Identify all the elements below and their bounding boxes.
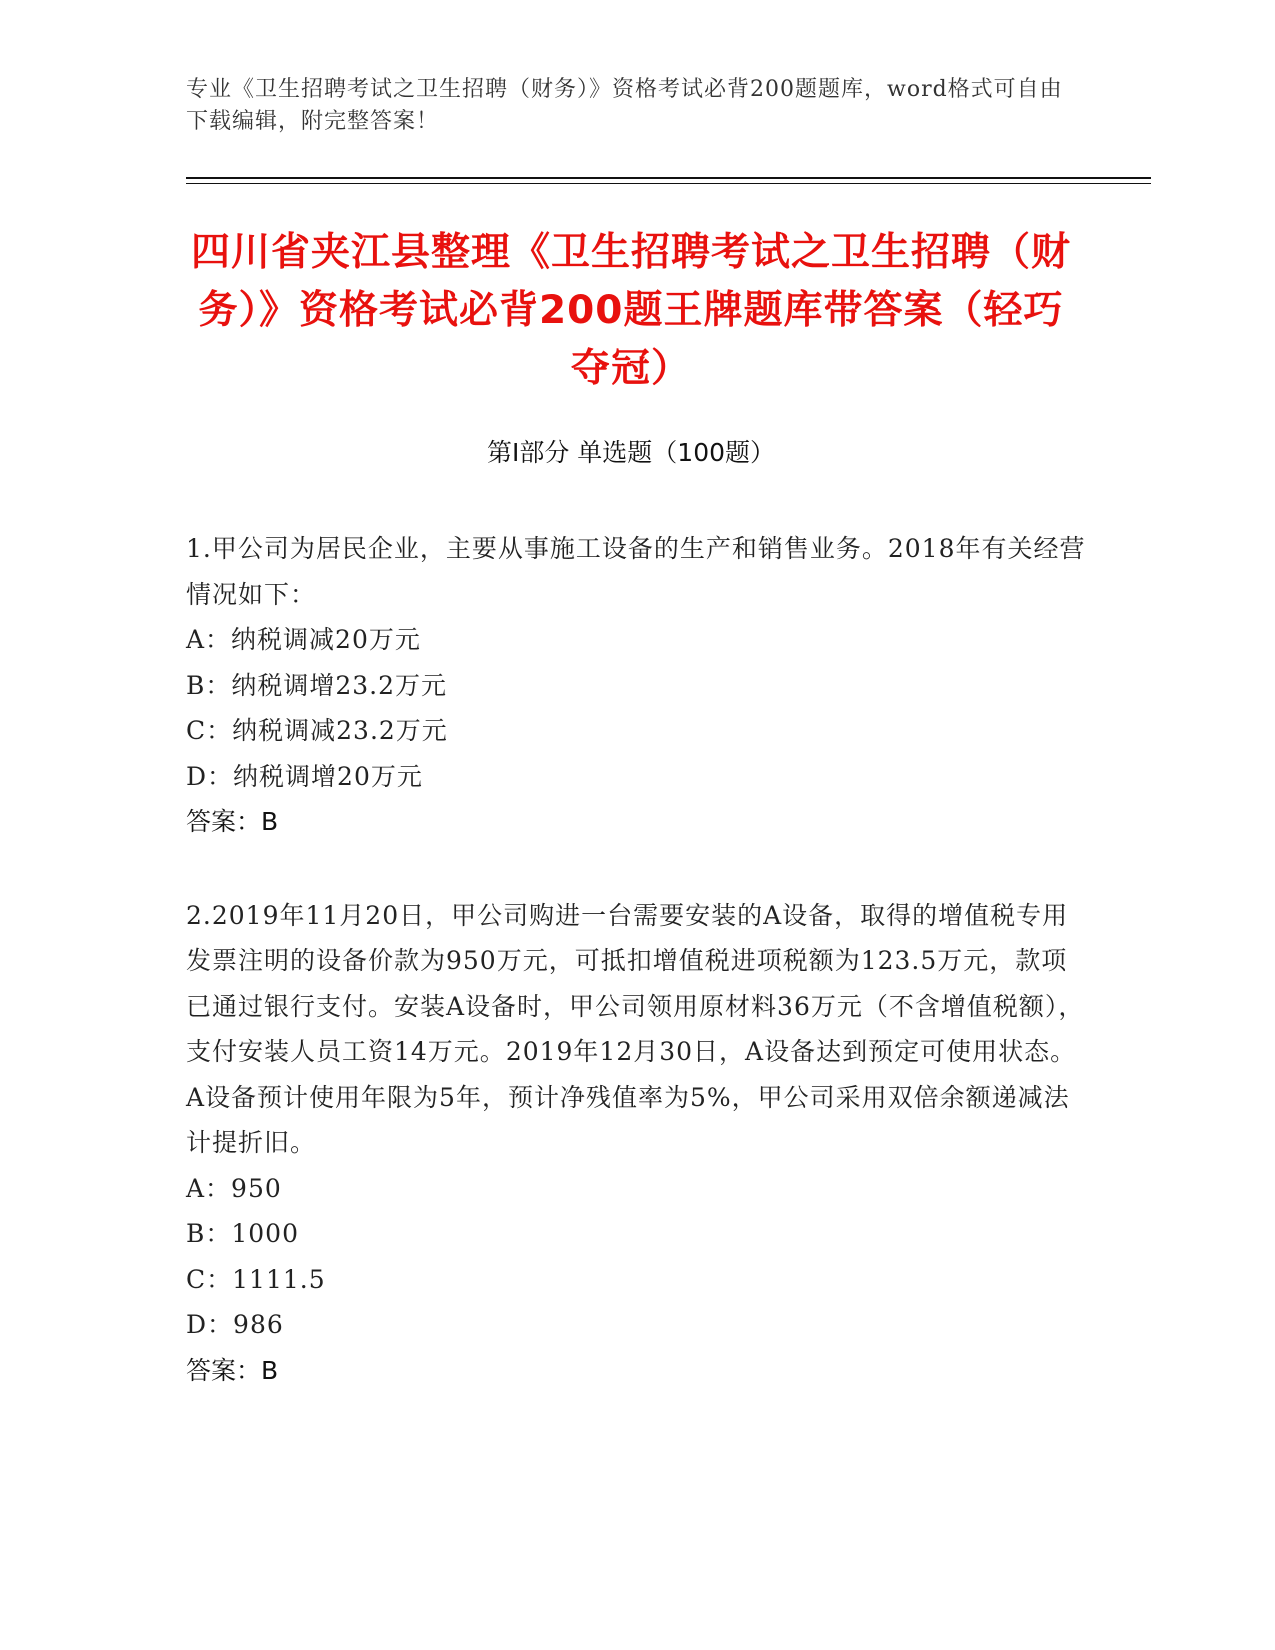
option-d: D：纳税调增20万元 [186,761,423,791]
section-heading: 第Ⅰ部分 单选题（100题） [486,438,776,467]
header-note: 专业《卫生招聘考试之卫生招聘（财务）》资格考试必背200题题库，word格式可自由下载编辑，附完整答案！ [186,77,1063,134]
option-b: B：1000 [186,1219,299,1248]
document-title: 四川省夹江县整理《卫生招聘考试之卫生招聘（财务）》资格考试必背200题王牌题库带答案（轻巧夺冠） [190,230,1071,391]
option-c: C：1111.5 [186,1264,326,1294]
header-rule-thin [186,183,1151,184]
option-b: B：纳税调增23.2万元 [186,670,448,700]
answer: 答案：B [186,807,279,836]
answer: 答案：B [186,1355,279,1385]
question-stem: 1.甲公司为居民企业，主要从事施工设备的生产和销售业务。2018年有关经营情况如下： [186,534,1086,609]
question-list [186,526,1086,1393]
option-d: D：986 [186,1310,284,1339]
option-a: A：950 [186,1173,282,1203]
header-rule-thick [186,177,1151,179]
option-c: C：纳税调减23.2万元 [186,716,448,745]
question-stem: 2.2019年11月20日，甲公司购进一台需要安装的A设备，取得的增值税专用发票注明的设备价款为950万元，可抵扣增值税进项税额为123.5万元，款项已通过银行支付。安装A设备时，甲公司领用原材料36万元（不含增值税额），支付安装人员工资14万元。2019年12月30日，A设备达到预定可使用状态。A设备预计使用年限为5年，预计净残值率为5%，甲公司采用双倍余额递减法计提折旧。 [186,900,1085,1157]
question-2 [186,893,1086,1394]
option-a: A：纳税调减20万元 [186,625,421,654]
question-1 [186,526,1086,845]
